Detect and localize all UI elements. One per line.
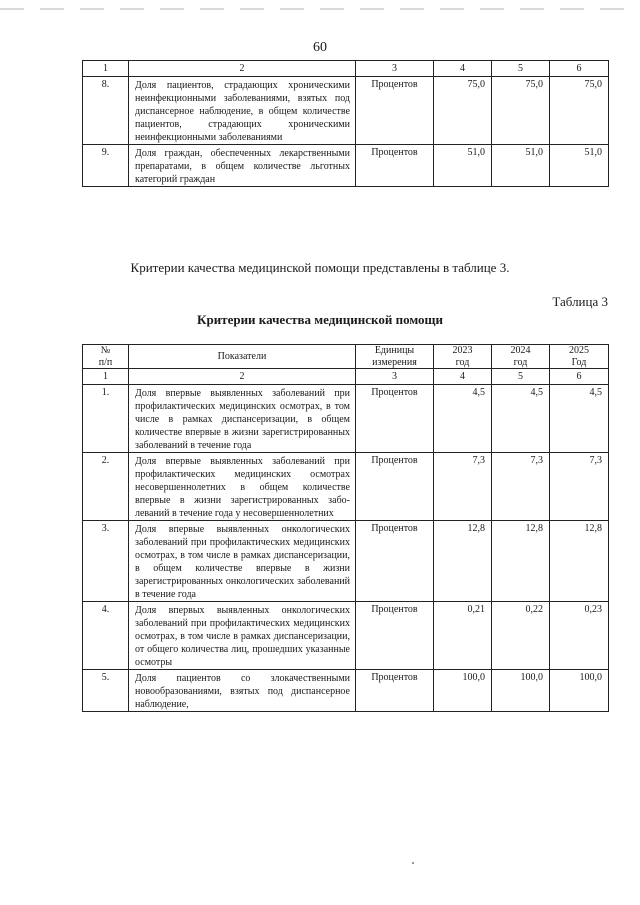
unit-cell: Процентов <box>356 145 434 187</box>
header-num: № п/п <box>83 345 129 369</box>
col-number: 5 <box>492 61 550 77</box>
value-2025: 12,8 <box>550 521 609 602</box>
value-2025: 100,0 <box>550 670 609 712</box>
unit-cell: Процентов <box>356 77 434 145</box>
col-number: 6 <box>550 369 609 385</box>
value-2023: 0,21 <box>434 602 492 670</box>
row-number: 3. <box>83 521 129 602</box>
value-2024: 100,0 <box>492 670 550 712</box>
col-number: 1 <box>83 61 129 77</box>
value-2023: 51,0 <box>434 145 492 187</box>
value-2025: 4,5 <box>550 385 609 453</box>
value-2023: 4,5 <box>434 385 492 453</box>
value-2025: 75,0 <box>550 77 609 145</box>
header-2023: 2023 год <box>434 345 492 369</box>
row-number: 5. <box>83 670 129 712</box>
row-number: 1. <box>83 385 129 453</box>
unit-cell: Процентов <box>356 521 434 602</box>
header-2025: 2025 Год <box>550 345 609 369</box>
indicator-text: Доля впервые выявленных заболеваний при профилактических медицинских осмотрах, в том числе в рамках диспансеризации, в общем количестве впервые в жизни зарегистрированных заболеваний в течение года <box>129 385 356 453</box>
value-2025: 0,23 <box>550 602 609 670</box>
value-2024: 51,0 <box>492 145 550 187</box>
value-2024: 0,22 <box>492 602 550 670</box>
col-number: 2 <box>129 61 356 77</box>
table-row <box>83 521 609 602</box>
value-2024: 12,8 <box>492 521 550 602</box>
indicator-text: Доля впервые выявленных заболеваний при профилактических медицинских осмотрах несовершеннолетних в общем количестве впервые в жизни зарегистрированных заболеваний в течение года у несовершеннолетних <box>129 453 356 521</box>
header-indicator: Показатели <box>129 345 356 369</box>
unit-cell: Процентов <box>356 385 434 453</box>
col-number: 4 <box>434 61 492 77</box>
col-number: 1 <box>83 369 129 385</box>
table-row <box>83 670 609 712</box>
indicator-text: Доля граждан, обеспеченных лекарственными препаратами, в общем количестве льготных категорий граждан <box>129 145 356 187</box>
row-number: 2. <box>83 453 129 521</box>
unit-cell: Процентов <box>356 602 434 670</box>
page-number: 60 <box>313 40 327 55</box>
value-2023: 12,8 <box>434 521 492 602</box>
value-2024: 75,0 <box>492 77 550 145</box>
indicator-text: Доля пациентов со злокачественными новообразованиями, взятых под диспансерное наблюдение, <box>129 670 356 712</box>
value-2023: 75,0 <box>434 77 492 145</box>
scan-speck <box>412 862 414 864</box>
indicator-text: Доля впервые выявленных онкологических заболеваний при профилактических медицинских осмотрах, в том числе в рамках диспансеризации, в общем количестве впервые в жизни зарегистрированных онкологических заболеваний в течение года <box>129 521 356 602</box>
table-row <box>83 385 609 453</box>
table-title: Критерии качества медицинской помощи <box>197 312 443 327</box>
value-2025: 7,3 <box>550 453 609 521</box>
table-label: Таблица 3 <box>552 294 608 309</box>
col-number: 6 <box>550 61 609 77</box>
col-number: 5 <box>492 369 550 385</box>
row-number: 9. <box>83 145 129 187</box>
col-number: 3 <box>356 369 434 385</box>
value-2024: 4,5 <box>492 385 550 453</box>
header-row <box>83 345 609 369</box>
continued-indicators-table <box>82 60 609 187</box>
header-2024: 2024 год <box>492 345 550 369</box>
column-number-row <box>83 61 609 77</box>
table-row <box>83 602 609 670</box>
indicator-text: Доля пациентов, страдающих хроническими неинфекционными заболеваниями, взятых под диспансерное наблюдение, в общем количестве пациентов, страдающих хроническими неинфекционными заболеваниями <box>129 77 356 145</box>
table-row <box>83 453 609 521</box>
quality-criteria-table <box>82 344 609 712</box>
intro-paragraph: Критерии качества медицинской помощи представлены в таблице 3. <box>130 260 510 275</box>
scan-artifact-top <box>0 8 640 10</box>
table-row <box>83 77 609 145</box>
column-number-row <box>83 369 609 385</box>
row-number: 4. <box>83 602 129 670</box>
header-unit: Единицы измерения <box>356 345 434 369</box>
value-2025: 51,0 <box>550 145 609 187</box>
table-row <box>83 145 609 187</box>
value-2023: 7,3 <box>434 453 492 521</box>
col-number: 3 <box>356 61 434 77</box>
indicator-text: Доля впервых выявленных онкологических заболеваний при профилактических медицинских осмотрах, в том числе в рамках диспансеризации, от общего количества лиц, прошедших указанные осмотры <box>129 602 356 670</box>
unit-cell: Процентов <box>356 670 434 712</box>
unit-cell: Процентов <box>356 453 434 521</box>
value-2023: 100,0 <box>434 670 492 712</box>
value-2024: 7,3 <box>492 453 550 521</box>
row-number: 8. <box>83 77 129 145</box>
col-number: 4 <box>434 369 492 385</box>
col-number: 2 <box>129 369 356 385</box>
